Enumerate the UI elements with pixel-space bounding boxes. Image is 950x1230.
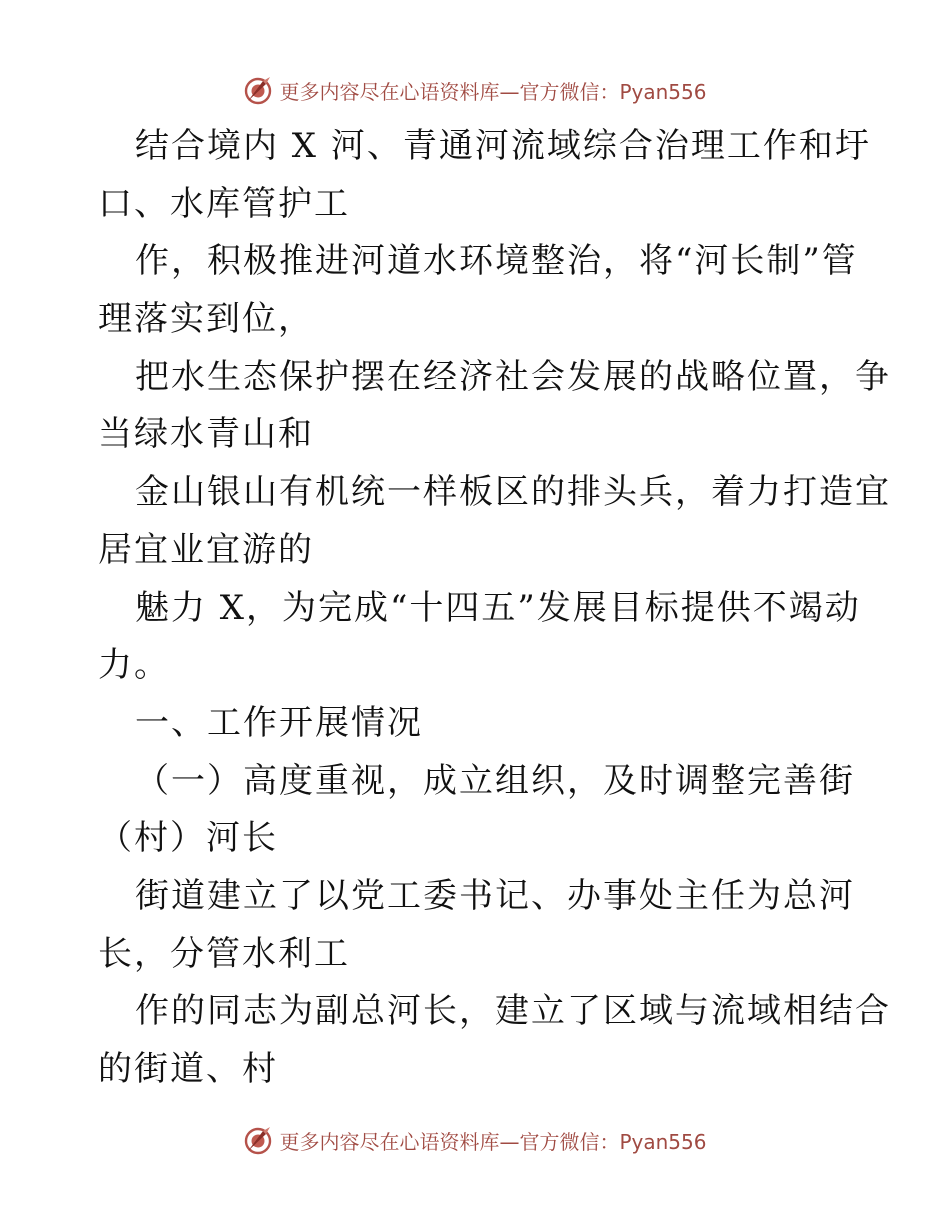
body-line: 长，分管水利工 xyxy=(98,933,350,974)
body-line: 的街道、村 xyxy=(98,1049,278,1089)
subsection-heading: （一）高度重视，成立组织，及时调整完善街 xyxy=(135,760,855,801)
body-line: 理落实到位， xyxy=(98,299,314,340)
body-line: 作，积极推进河道水环境整治，将“河长制”管 xyxy=(135,241,858,282)
body-line: 当绿水青山和 xyxy=(98,414,314,455)
body-line: 魅力 X，为完成“十四五”发展目标提供不竭动 xyxy=(135,587,861,628)
section-heading: 一、工作开展情况 xyxy=(135,702,423,743)
header-watermark xyxy=(0,70,950,110)
body-line: 街道建立了以党工委书记、办事处主任为总河 xyxy=(135,875,855,916)
body-line: 作的同志为副总河长，建立了区域与流域相结合 xyxy=(135,991,891,1032)
quill-logo-icon xyxy=(243,75,273,105)
watermark-text: 更多内容尽在心语资料库—官方微信：Pyan556 xyxy=(279,79,707,104)
body-line: 金山银山有机统一样板区的排头兵，着力打造宜 xyxy=(135,472,891,513)
footer-watermark xyxy=(0,1120,950,1160)
quill-logo-icon xyxy=(243,1125,273,1155)
body-line: 结合境内 X 河、青通河流域综合治理工作和圩 xyxy=(135,126,871,166)
body-line: 口、水库管护工 xyxy=(98,183,350,224)
body-line: 居宜业宜游的 xyxy=(98,529,314,570)
document-body xyxy=(98,118,891,1099)
watermark-text: 更多内容尽在心语资料库—官方微信：Pyan556 xyxy=(279,1129,707,1154)
body-line: （村）河长 xyxy=(98,818,278,859)
body-line: 把水生态保护摆在经济社会发展的战略位置，争 xyxy=(135,356,891,397)
body-line: 力。 xyxy=(98,645,170,686)
